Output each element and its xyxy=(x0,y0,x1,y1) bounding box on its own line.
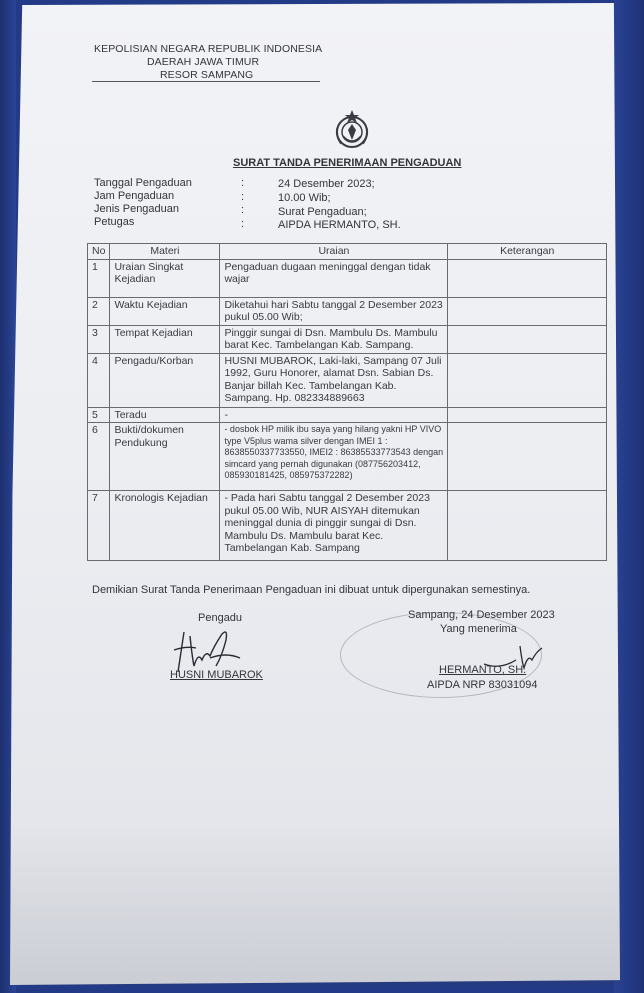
row-uraian: - Pada hari Sabtu tanggal 2 Desember 2023 pukul 05.00 Wib, NUR AISYAH ditemukan meninggal dunia di pinggir sungai di Dsn. Mambulu Ds. Mambulu barat Kec. Tambelangan Kab. Sampang xyxy=(220,491,448,561)
right-sign-rank: AIPDA NRP 83031094 xyxy=(427,679,538,691)
header-uraian: Uraian xyxy=(220,244,448,260)
info-sep-date: : xyxy=(241,177,245,189)
row-keterangan xyxy=(448,491,607,561)
left-sign-role: Pengadu xyxy=(198,612,243,624)
header-line-1: KEPOLISIAN NEGARA REPUBLIK INDONESIA xyxy=(94,43,323,55)
table-row xyxy=(88,407,607,423)
row-uraian: - xyxy=(220,407,448,423)
document-title: SURAT TANDA PENERIMAAN PENGADUAN xyxy=(233,157,462,169)
info-label-time: Jam Pengaduan xyxy=(94,190,175,202)
info-sep-type: : xyxy=(241,204,245,216)
header-keterangan: Keterangan xyxy=(448,244,607,260)
row-materi: Bukti/dokumen Pendukung xyxy=(110,423,220,491)
row-uraian: Diketahui hari Sabtu tanggal 2 Desember 2023 pukul 05.00 Wib; xyxy=(220,297,448,325)
table-row xyxy=(88,259,607,297)
row-no: 2 xyxy=(88,297,110,325)
row-uraian: Pengaduan dugaan meninggal dengan tidak wajar xyxy=(220,259,448,297)
paper-shadow xyxy=(10,820,620,985)
table-header-row xyxy=(88,244,607,260)
row-materi: Tempat Kejadian xyxy=(110,325,220,353)
left-sign-name: HUSNI MUBAROK xyxy=(170,669,263,681)
row-no: 1 xyxy=(88,259,110,297)
table-row xyxy=(88,325,607,353)
row-no: 4 xyxy=(88,353,110,407)
row-keterangan xyxy=(448,297,607,325)
info-label-officer: Petugas xyxy=(94,216,135,228)
table-row xyxy=(88,297,607,325)
row-keterangan xyxy=(448,325,607,353)
header-materi: Materi xyxy=(110,244,220,260)
row-no: 5 xyxy=(88,407,110,423)
header-underline xyxy=(92,81,320,82)
info-sep-time: : xyxy=(241,191,245,203)
row-uraian: Pinggir sungai di Dsn. Mambulu Ds. Mambulu barat Kec. Tambelangan Kab. Sampang. xyxy=(220,325,448,353)
header-no: No xyxy=(88,244,110,260)
header-line-3: RESOR SAMPANG xyxy=(160,69,254,81)
info-sep-officer: : xyxy=(241,218,245,230)
row-materi: Teradu xyxy=(110,407,220,423)
table-row xyxy=(88,423,607,491)
header-line-2: DAERAH JAWA TIMUR xyxy=(147,56,260,68)
row-no: 6 xyxy=(88,423,110,491)
right-sign-name: HERMANTO, SH. xyxy=(439,664,527,676)
row-uraian: HUSNI MUBAROK, Laki-laki, Sampang 07 Juli 1992, Guru Honorer, alamat Dsn. Sabian Ds. Banjar billah Kec. Tambelangan Kab. Sampang. Hp. 082334889663 xyxy=(220,353,448,407)
table-row xyxy=(88,491,607,561)
info-value-officer: AIPDA HERMANTO, SH. xyxy=(278,219,401,231)
row-keterangan xyxy=(448,353,607,407)
row-keterangan xyxy=(448,259,607,297)
row-uraian: - dosbok HP milik ibu saya yang hilang yakni HP VIVO type V5plus wama silver dengan IMEI 1 : 8638550337733550, IMEI2 : 86385533773543 dengan simcard yang pernah digunakan (087756203412, 085930181425, 085975372282) xyxy=(220,423,448,491)
row-materi: Kronologis Kejadian xyxy=(110,491,220,561)
info-label-type: Jenis Pengaduan xyxy=(94,203,180,215)
row-no: 3 xyxy=(88,325,110,353)
row-keterangan xyxy=(448,423,607,491)
row-no: 7 xyxy=(88,491,110,561)
right-sign-place-date: Sampang, 24 Desember 2023 xyxy=(408,609,555,621)
info-value-type: Surat Pengaduan; xyxy=(278,206,367,218)
row-materi: Waktu Kejadian xyxy=(110,297,220,325)
row-materi: Pengadu/Korban xyxy=(110,353,220,407)
complaint-table xyxy=(87,243,607,561)
row-keterangan xyxy=(448,407,607,423)
right-sign-role: Yang menerima xyxy=(440,623,517,635)
closing-statement: Demikian Surat Tanda Penerimaan Pengaduan ini dibuat untuk dipergunakan semestinya. xyxy=(92,584,531,596)
info-value-date: 24 Desember 2023; xyxy=(278,178,375,190)
police-emblem-icon xyxy=(329,106,375,152)
table-row xyxy=(88,353,607,407)
info-label-date: Tanggal Pengaduan xyxy=(94,177,192,189)
row-materi: Uraian Singkat Kejadian xyxy=(110,259,220,297)
info-value-time: 10.00 Wib; xyxy=(278,192,331,204)
